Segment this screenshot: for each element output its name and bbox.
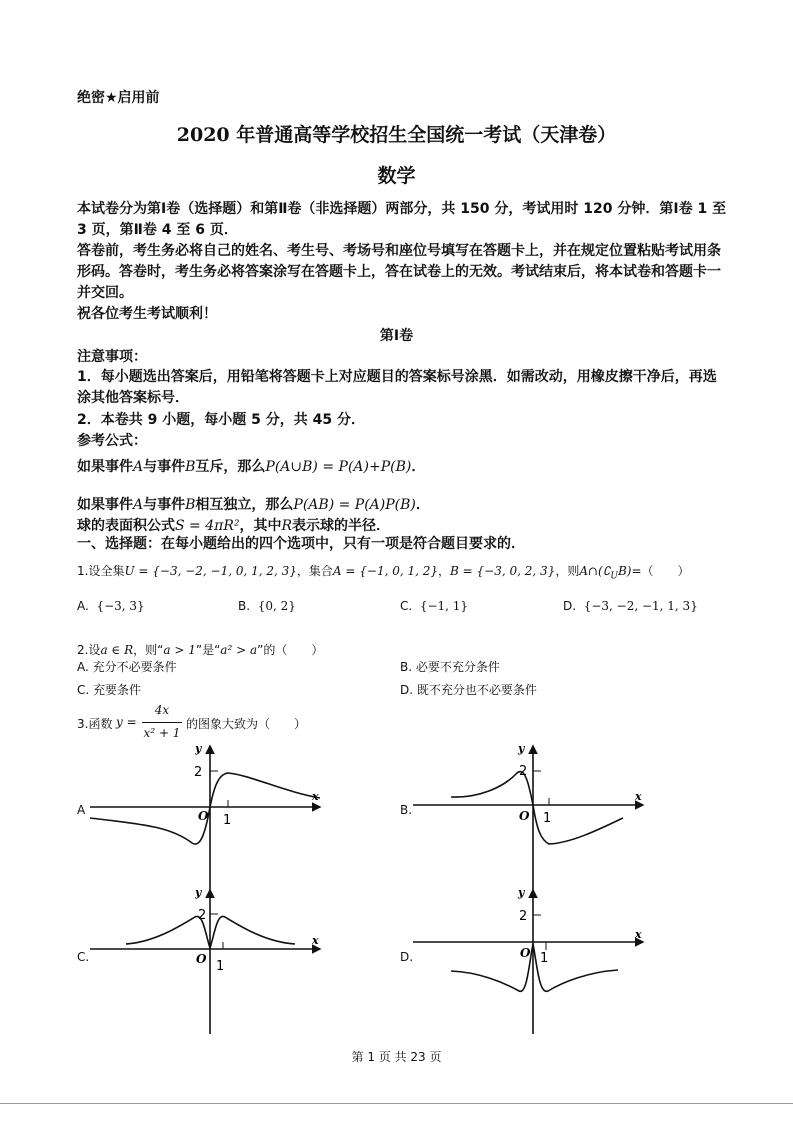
tick-label-y: 2 — [194, 765, 203, 780]
option-label: C. — [77, 683, 90, 697]
formula-text: 如果事件 — [77, 497, 133, 513]
graph-a[interactable] — [80, 740, 330, 890]
complement-subscript: U — [610, 571, 618, 582]
option-label: D. — [563, 599, 577, 613]
set-b: B = {−3, 0, 2, 3} — [450, 564, 556, 578]
q2-option-d[interactable] — [400, 681, 537, 698]
y-axis-label: y — [518, 886, 525, 899]
radius-symbol: R — [281, 518, 293, 534]
set-a: A = {−1, 0, 1, 2} — [332, 564, 439, 578]
q2-option-a[interactable] — [77, 658, 177, 675]
tick-label-x: 1 — [223, 813, 232, 828]
q3-denominator: x² + 1 — [143, 726, 181, 740]
graph-b[interactable] — [403, 740, 653, 890]
formula-text: ． — [411, 459, 426, 475]
set-expression: A∩(∁ — [579, 564, 611, 578]
graph-c[interactable] — [80, 884, 330, 1034]
origin-label: O — [198, 809, 209, 823]
formula-text: 表示球的半径． — [292, 518, 391, 534]
sphere-area-formula: S = 4πR² — [175, 518, 240, 534]
option-label: C. — [400, 599, 413, 613]
option-value: 既不充分也不必要条件 — [416, 683, 537, 697]
question-1 — [77, 562, 690, 581]
event-a: A — [133, 497, 144, 513]
q2-condition: a ∈ R — [100, 643, 134, 657]
q1-option-c[interactable] — [400, 599, 468, 613]
page-number: 第 1 页 共 23 页 — [351, 1050, 442, 1064]
origin-label: O — [196, 952, 207, 966]
graph-label-d[interactable]: D. — [400, 950, 414, 964]
notes-title: 注意事项： — [77, 349, 147, 365]
set-expression-end: B) — [617, 564, 632, 578]
curve — [451, 772, 623, 844]
intro-paragraph-2: 答卷前，考生务必将自己的姓名、考生号、考场号和座位号填写在答题卡上，并在规定位置粘贴考试用条形码。答卷时，考生务必将答案涂写在答题卡上，答在试卷上的无效。考试结束后，将本试卷和答题卡一并交回。 — [77, 243, 721, 301]
formula-text: 球的表面积公式 — [77, 518, 175, 534]
universal-set: U = {−3, −2, −1, 0, 1, 2, 3} — [124, 564, 297, 578]
q3-prefix: 3.函数 — [77, 717, 113, 731]
q3-suffix: 的图象大致为（ ） — [186, 717, 307, 731]
note-1: 1．每小题选出答案后，用铅笔将答题卡上对应题目的答案标号涂黑．如需改动，用橡皮擦干净后，再选涂其他答案标号． — [77, 369, 717, 406]
intro-paragraph-3: 祝各位考生考试顺利！ — [77, 306, 217, 322]
q-text: =（ ） — [631, 564, 690, 578]
q-text: ， — [438, 564, 451, 578]
page-title: 2020 年普通高等学校招生全国统一考试（天津卷） — [176, 124, 617, 146]
q1-option-a[interactable] — [77, 599, 145, 613]
q3-y: y = — [116, 715, 137, 729]
y-axis-label: y — [195, 886, 202, 899]
option-label: A. — [77, 660, 89, 674]
origin-label: O — [519, 809, 530, 823]
x-axis-label: x — [635, 928, 642, 941]
fraction-bar — [142, 722, 182, 723]
x-axis-label: x — [312, 790, 319, 803]
x-axis-label: x — [312, 934, 319, 947]
x-axis-label: x — [635, 790, 642, 803]
q-text: ，则 — [555, 564, 580, 578]
origin-label: O — [520, 946, 531, 960]
section-heading: 一、选择题：在每小题给出的四个选项中，只有一项是符合题目要求的． — [77, 536, 525, 552]
intro-paragraph-1: 本试卷分为第Ⅰ卷（选择题）和第Ⅱ卷（非选择题）两部分，共 150 分，考试用时 120 分钟．第Ⅰ卷 1 至 3 页，第Ⅱ卷 4 至 6 页． — [77, 201, 727, 238]
q-text: ”是“ — [195, 643, 221, 657]
option-value: 充要条件 — [93, 683, 142, 697]
note-2: 2．本卷共 9 小题，每小题 5 分，共 45 分． — [77, 412, 365, 428]
event-b: B — [185, 497, 196, 513]
q-text: ，则“ — [133, 643, 164, 657]
q2-p: a > 1 — [163, 643, 196, 657]
option-label: D. — [400, 683, 414, 697]
y-axis-label: y — [518, 742, 525, 755]
formula-text: 如果事件 — [77, 459, 133, 475]
q2-option-b[interactable] — [400, 658, 500, 675]
confidential-mark: 绝密★启用前 — [77, 90, 160, 106]
q-text: 2.设 — [77, 643, 101, 657]
tick-label-y: 2 — [198, 908, 207, 923]
tick-label-x: 1 — [216, 959, 225, 974]
graph-d[interactable] — [403, 884, 653, 1034]
option-value: {−3, 3} — [96, 599, 145, 613]
formula-text: ，其中 — [239, 518, 282, 534]
part-heading: 第Ⅰ卷 — [379, 328, 414, 344]
tick-label-x: 1 — [540, 951, 549, 966]
bottom-rule — [0, 1103, 793, 1104]
q-text: 1.设全集 — [77, 564, 125, 578]
formula-text: 互斥，那么 — [195, 459, 266, 475]
product-formula: P(AB) = P(A)P(B) — [293, 497, 416, 513]
formula-line-1 — [77, 456, 425, 476]
q1-option-d[interactable] — [563, 599, 698, 613]
curve — [451, 944, 618, 991]
option-value: {0, 2} — [257, 599, 296, 613]
option-label: B. — [400, 660, 413, 674]
formula-text: 与事件 — [143, 497, 186, 513]
question-2 — [77, 641, 323, 658]
formula-text: 与事件 — [143, 459, 186, 475]
subject-title: 数学 — [377, 165, 416, 187]
event-a: A — [133, 459, 144, 475]
formula-title: 参考公式： — [77, 433, 147, 449]
graph-label-a[interactable]: A — [77, 803, 86, 817]
tick-label-y: 2 — [519, 764, 528, 779]
option-value: {−1, 1} — [419, 599, 469, 613]
q-text: ，集合 — [296, 564, 333, 578]
graph-label-b[interactable]: B. — [400, 803, 413, 817]
formula-text: ． — [415, 497, 430, 513]
option-value: {−3, −2, −1, 1, 3} — [583, 599, 698, 613]
addition-formula: P(A∪B) = P(A)+P(B) — [265, 459, 412, 475]
q-text: ”的（ ） — [257, 643, 324, 657]
graph-label-c[interactable]: C. — [77, 950, 90, 964]
tick-label-x: 1 — [543, 811, 552, 826]
q1-option-b[interactable] — [238, 599, 296, 613]
tick-label-y: 2 — [519, 909, 528, 924]
formula-line-3 — [77, 515, 390, 535]
option-label: A. — [77, 599, 89, 613]
formula-text: 相互独立，那么 — [195, 497, 294, 513]
formula-line-2 — [77, 494, 430, 514]
event-b: B — [185, 459, 196, 475]
q2-q: a² > a — [220, 643, 258, 657]
q3-numerator: 4x — [154, 703, 170, 717]
option-value: 必要不充分条件 — [415, 660, 500, 674]
q2-option-c[interactable] — [77, 681, 141, 698]
option-label: B. — [238, 599, 251, 613]
y-axis-label: y — [195, 742, 202, 755]
option-value: 充分不必要条件 — [92, 660, 177, 674]
